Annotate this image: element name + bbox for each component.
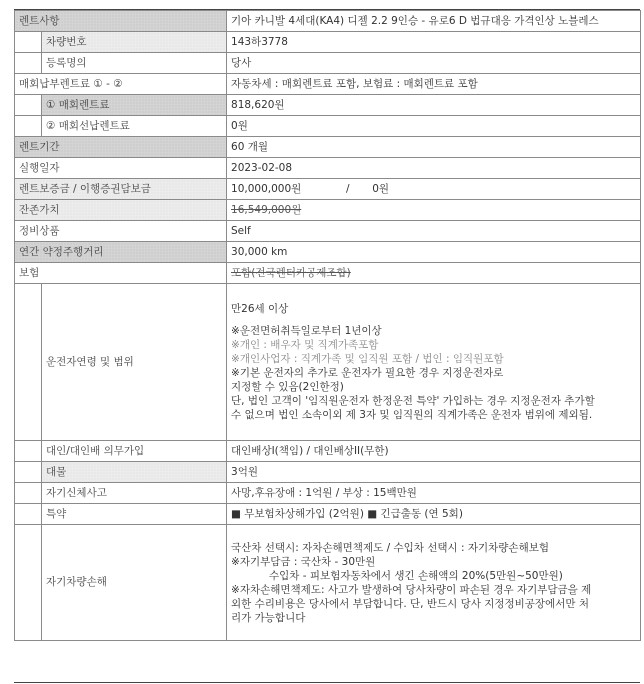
label-self-accident: 자기신체사고: [42, 483, 227, 504]
value-own-damage: [227, 525, 641, 641]
label-start-date: 실행일자: [15, 158, 227, 179]
label-insurance: 보험: [15, 263, 227, 284]
value-registered-owner: 당사: [227, 53, 641, 74]
label-rental-period: 렌트기간: [15, 137, 227, 158]
row-special: [15, 504, 641, 525]
value-property: 3억원: [227, 462, 641, 483]
value-vehicle-number: 143하3778: [227, 32, 641, 53]
row-liability: [15, 441, 641, 462]
row-vehicle-number: [15, 32, 641, 53]
value-monthly-fee: 자동차세 : 매회렌트료 포함, 보험료 : 매회렌트료 포함: [227, 74, 641, 95]
label-deposit: 렌트보증금 / 이행증권담보금: [15, 179, 227, 200]
row-start-date: [15, 158, 641, 179]
own-damage-line: 국산차 선택시: 자차손해면책제도 / 수입차 선택시 : 자기차량손해보험: [231, 541, 549, 554]
value-liability: 대인배상I(책임) / 대인배상II(무한): [227, 441, 641, 462]
row-deposit: [15, 179, 641, 200]
row-prepaid-rent: [15, 116, 641, 137]
row-self-accident: [15, 483, 641, 504]
value-deposit: [227, 179, 641, 200]
driver-line: ※개인사업자 : 직계가족 및 임직원 포함 / 법인 : 임직원포함: [231, 353, 504, 365]
own-damage-line: 수입차 - 피보험자동차에서 생긴 손해액의 20%(5만원~50만원): [269, 569, 563, 582]
row-rental-period: [15, 137, 641, 158]
row-registered-owner: [15, 53, 641, 74]
value-residual-value: [227, 200, 641, 221]
bond-amount: 0원: [372, 182, 390, 195]
label-monthly-fee: 매회납부렌트료 ① - ②: [15, 74, 227, 95]
value-driver-range: [227, 284, 641, 441]
value-special: ■ 무보험차상해가입 (2억원) ■ 긴급출동 (연 5회): [227, 504, 641, 525]
value-self-accident: 사망,후유장애 : 1억원 / 부상 : 15백만원: [227, 483, 641, 504]
driver-line: ※개인 : 배우자 및 직계가족포함: [231, 339, 379, 351]
label-own-damage: 자기차량손해: [42, 525, 227, 641]
row-driver-range: [15, 284, 641, 441]
driver-line: ※운전면허취득일로부터 1년이상: [231, 325, 382, 337]
driver-line: 수 없으며 법인 소속이외 제 3자 및 임직원의 직계가족은 운전자 범위에 제외됨.: [231, 409, 593, 421]
label-prepaid-rent: ② 매회선납렌트료: [42, 116, 227, 137]
driver-line: 지정할 수 있음(2인한정): [231, 381, 344, 393]
label-registered-owner: 등록명의: [42, 53, 227, 74]
row-rental-item: [15, 11, 641, 32]
driver-line: 단, 법인 고객이 '임직원운전자 한정운전 특약' 가입하는 경우 지정운전자 추가할: [231, 395, 595, 407]
label-rental-item: 렌트사항: [15, 11, 227, 32]
own-damage-line: ※자기부담금 : 국산차 - 30만원: [231, 555, 376, 568]
label-property: 대물: [42, 462, 227, 483]
label-residual-value: 잔존가치: [15, 200, 227, 221]
label-driver-range: 운전자연령 및 범위: [42, 284, 227, 441]
label-special: 특약: [42, 504, 227, 525]
own-damage-line: 외한 수리비용은 당사에서 부담합니다. 단, 반드시 당사 지정정비공장에서만 처: [231, 597, 589, 610]
value-prepaid-rent: 0원: [227, 116, 641, 137]
insurance-provider: 포함(전국렌터카공제조합): [231, 266, 351, 279]
value-rental-period: 60 개월: [227, 137, 641, 158]
label-maintenance: 정비상품: [15, 221, 227, 242]
value-rental-item: 기아 카니발 4세대(KA4) 디젤 2.2 9인승 - 유로6 D 법규대응 가격인상 노블레스: [227, 11, 641, 32]
row-mileage: [15, 242, 641, 263]
row-maintenance: [15, 221, 641, 242]
row-own-damage: [15, 525, 641, 641]
residual-amount: 16,549,000원: [231, 203, 302, 216]
row-insurance: [15, 263, 641, 284]
deposit-amount: 10,000,000원: [231, 182, 302, 195]
value-start-date: 2023-02-08: [227, 158, 641, 179]
row-monthly-fee: [15, 74, 641, 95]
own-damage-line: 리가 가능합니다: [231, 611, 306, 624]
label-mileage: 연간 약정주행거리: [15, 242, 227, 263]
row-per-rent: [15, 95, 641, 116]
driver-age: 만26세 이상: [231, 303, 289, 315]
label-vehicle-number: 차량번호: [42, 32, 227, 53]
value-insurance: [227, 263, 641, 284]
deposit-separator: /: [345, 182, 350, 195]
row-property: [15, 462, 641, 483]
value-mileage: 30,000 km: [227, 242, 641, 263]
rental-contract-sheet: [14, 9, 640, 683]
label-liability: 대인/대인배 의무가입: [42, 441, 227, 462]
row-residual-value: [15, 200, 641, 221]
own-damage-line: ※자차손해면책제도: 사고가 발생하여 당사차량이 파손된 경우 자기부담금을 제: [231, 583, 592, 596]
rental-terms-table: [14, 10, 641, 641]
label-per-rent: ① 매회렌트료: [42, 95, 227, 116]
driver-line: ※기본 운전자의 추가로 운전자가 필요한 경우 지정운전자로: [231, 367, 504, 379]
value-per-rent: 818,620원: [227, 95, 641, 116]
value-maintenance: Self: [227, 221, 641, 242]
